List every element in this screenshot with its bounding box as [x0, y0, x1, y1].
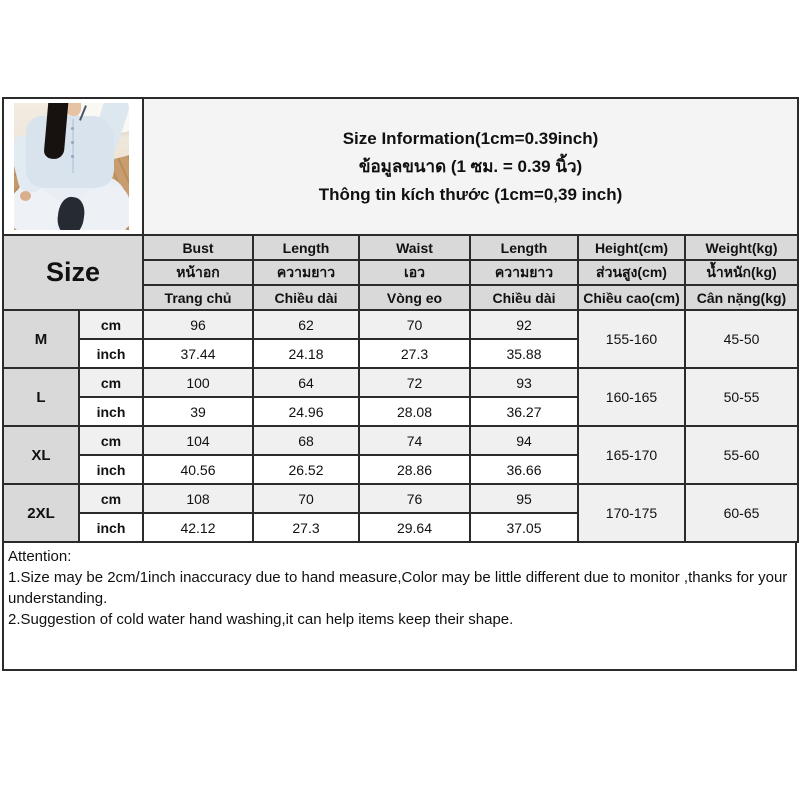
- value-cell: 92: [470, 310, 578, 339]
- attention-box: [2, 541, 797, 671]
- col-header-length2-vi: Chiều dài: [470, 285, 578, 310]
- value-cell: 108: [143, 484, 253, 513]
- col-header-height-th: ส่วนสูง(cm): [578, 260, 685, 285]
- product-photo-cell: [3, 98, 143, 235]
- value-cell: 40.56: [143, 455, 253, 484]
- col-header-height-vi: Chiều cao(cm): [578, 285, 685, 310]
- photo-button: [71, 155, 74, 158]
- unit-cell: inch: [79, 455, 143, 484]
- col-header-waist-en: Waist: [359, 235, 470, 260]
- size-column-header: Size: [3, 235, 143, 310]
- attention-note-1: 1.Size may be 2cm/1inch inaccuracy due to hand measure,Color may be little different due to monitor ,thanks for your understanding.: [8, 569, 788, 607]
- value-cell: 37.05: [470, 513, 578, 542]
- unit-cell: cm: [79, 368, 143, 397]
- weight-range-cell: 55-60: [685, 426, 798, 484]
- photo-button: [71, 127, 74, 130]
- col-header-bust-en: Bust: [143, 235, 253, 260]
- value-cell: 39: [143, 397, 253, 426]
- value-cell: 93: [470, 368, 578, 397]
- unit-cell: inch: [79, 513, 143, 542]
- height-range-cell: 155-160: [578, 310, 685, 368]
- attention-heading: Attention:: [8, 548, 72, 565]
- title-vietnamese: Thông tin kích thước (1cm=0,39 inch): [318, 184, 623, 204]
- height-range-cell: 170-175: [578, 484, 685, 542]
- value-cell: 26.52: [253, 455, 359, 484]
- title-english: Size Information(1cm=0.39inch): [342, 128, 599, 148]
- unit-cell: cm: [79, 310, 143, 339]
- product-photo: [14, 103, 129, 230]
- col-header-weight-vi: Cân nặng(kg): [685, 285, 798, 310]
- value-cell: 35.88: [470, 339, 578, 368]
- col-header-length-en: Length: [253, 235, 359, 260]
- height-range-cell: 160-165: [578, 368, 685, 426]
- value-cell: 70: [359, 310, 470, 339]
- value-cell: 24.18: [253, 339, 359, 368]
- value-cell: 28.08: [359, 397, 470, 426]
- size-table: [2, 97, 799, 543]
- height-range-cell: 165-170: [578, 426, 685, 484]
- weight-range-cell: 60-65: [685, 484, 798, 542]
- size-label-xl: XL: [3, 426, 79, 484]
- value-cell: 96: [143, 310, 253, 339]
- photo-left-hand: [20, 191, 31, 201]
- weight-range-cell: 45-50: [685, 310, 798, 368]
- photo-pajama-shirt: [26, 116, 114, 188]
- value-cell: 42.12: [143, 513, 253, 542]
- col-header-waist-vi: Vòng eo: [359, 285, 470, 310]
- col-header-height-en: Height(cm): [578, 235, 685, 260]
- col-header-bust-th: หน้าอก: [143, 260, 253, 285]
- value-cell: 36.27: [470, 397, 578, 426]
- col-header-length-th: ความยาว: [253, 260, 359, 285]
- col-header-length2-th: ความยาว: [470, 260, 578, 285]
- value-cell: 72: [359, 368, 470, 397]
- value-cell: 100: [143, 368, 253, 397]
- value-cell: 27.3: [359, 339, 470, 368]
- weight-range-cell: 50-55: [685, 368, 798, 426]
- title-cell: [143, 98, 798, 235]
- value-cell: 37.44: [143, 339, 253, 368]
- unit-cell: inch: [79, 397, 143, 426]
- unit-cell: inch: [79, 339, 143, 368]
- col-header-bust-vi: Trang chủ: [143, 285, 253, 310]
- unit-cell: cm: [79, 426, 143, 455]
- value-cell: 104: [143, 426, 253, 455]
- photo-neck: [66, 103, 81, 116]
- attention-note-2: 2.Suggestion of cold water hand washing,it can help items keep their shape.: [8, 611, 514, 628]
- value-cell: 76: [359, 484, 470, 513]
- size-chart-sheet: [2, 97, 797, 671]
- size-label-l: L: [3, 368, 79, 426]
- col-header-weight-en: Weight(kg): [685, 235, 798, 260]
- col-header-length2-en: Length: [470, 235, 578, 260]
- value-cell: 64: [253, 368, 359, 397]
- col-header-weight-th: น้ำหนัก(kg): [685, 260, 798, 285]
- value-cell: 74: [359, 426, 470, 455]
- value-cell: 28.86: [359, 455, 470, 484]
- size-label-2xl: 2XL: [3, 484, 79, 542]
- col-header-length-vi: Chiều dài: [253, 285, 359, 310]
- unit-cell: cm: [79, 484, 143, 513]
- value-cell: 95: [470, 484, 578, 513]
- value-cell: 29.64: [359, 513, 470, 542]
- value-cell: 62: [253, 310, 359, 339]
- value-cell: 94: [470, 426, 578, 455]
- value-cell: 27.3: [253, 513, 359, 542]
- size-label-m: M: [3, 310, 79, 368]
- value-cell: 68: [253, 426, 359, 455]
- photo-button: [71, 141, 74, 144]
- col-header-waist-th: เอว: [359, 260, 470, 285]
- title-thai: ข้อมูลขนาด (1 ซม. = 0.39 นิ้ว): [358, 156, 583, 176]
- value-cell: 36.66: [470, 455, 578, 484]
- value-cell: 70: [253, 484, 359, 513]
- value-cell: 24.96: [253, 397, 359, 426]
